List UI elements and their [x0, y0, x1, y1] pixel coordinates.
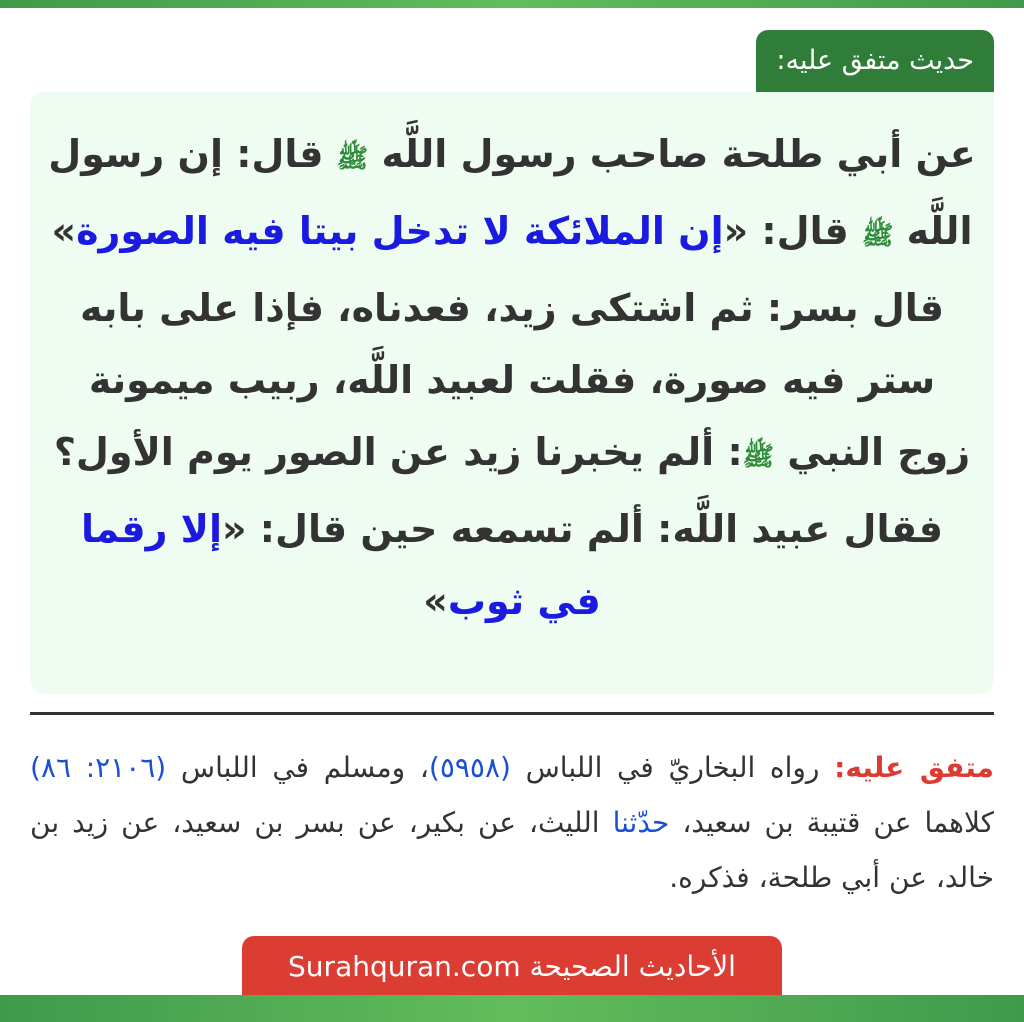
reference-bukhari: (٥٩٥٨)	[428, 751, 511, 784]
source-text-3: كلاهما عن قتيبة بن سعيد،	[669, 806, 994, 839]
hadith-part-5: : ألم يخبرنا زيد عن الصور يوم الأول؟ فقال عبيد اللَّه: ألم تسمعه حين قال: «	[53, 430, 944, 551]
hadith-part-2: قال: إن رسول اللَّه	[48, 132, 973, 253]
top-green-bar	[0, 0, 1024, 8]
source-label: متفق عليه:	[834, 751, 994, 784]
prophet-quote-1: إن الملائكة لا تدخل بيتا فيه الصورة	[76, 209, 724, 253]
source-text-4: الليث، عن بكير، عن بسر بن سعيد، عن زيد بن خالد، عن أبي طلحة، فذكره.	[30, 806, 994, 894]
salawat-mark: ﷺ	[336, 144, 369, 174]
bottom-green-bar	[0, 995, 1024, 1022]
source-text-2: ، ومسلم في اللباس	[166, 751, 429, 784]
hadith-part-1: عن أبي طلحة صاحب رسول اللَّه	[381, 132, 976, 176]
divider-line	[30, 712, 994, 715]
hadith-type-tag: حديث متفق عليه:	[756, 30, 994, 92]
hadith-part-4: قال بسر: ثم اشتكى زيد، فعدناه، فإذا على بابه ستر فيه صورة، فقلت لعبيد اللَّه، ربيب ميمونة زوج النبي	[80, 286, 971, 474]
hadith-text	[48, 118, 976, 637]
source-text-1: رواه البخاريّ في اللباس	[510, 751, 835, 784]
salawat-mark: ﷺ	[742, 442, 775, 472]
hadith-card	[30, 92, 994, 694]
prophet-quote-2: إلا رقما في ثوب	[80, 507, 601, 623]
quote-close-1: »	[51, 209, 77, 253]
hadith-part-3: قال: «	[723, 209, 862, 253]
haddathana-word: حدّثنا	[612, 806, 670, 839]
quote-close-2: »	[423, 579, 448, 623]
footer-brand-badge: الأحاديث الصحيحة Surahquran.com	[242, 936, 782, 998]
reference-muslim: (٢١٠٦: ٨٦)	[30, 751, 167, 784]
source-note	[30, 740, 994, 905]
salawat-mark: ﷺ	[861, 221, 894, 251]
